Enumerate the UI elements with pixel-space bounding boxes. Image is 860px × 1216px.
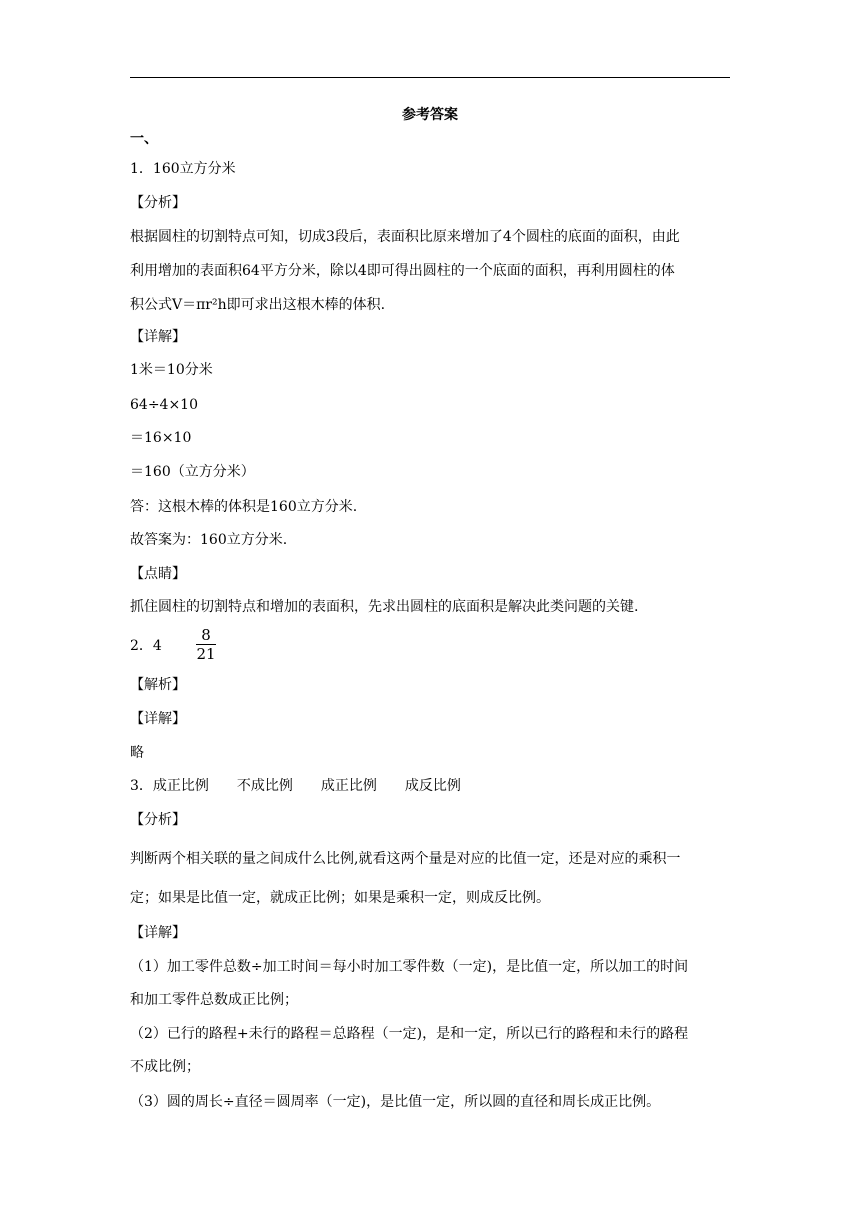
q1-answer: 1．160立方分米 [130,161,236,177]
q1-analysis-label: 【分析】 [130,195,186,211]
q1-detail-line-1: 1米＝10分米 [130,362,213,378]
q2-detail: 略 [130,745,144,761]
q3-detail-label: 【详解】 [130,925,186,941]
q3-detail-line-2: 和加工零件总数成正比例； [130,992,298,1008]
q1-detail-line-3: ＝16×10 [130,430,192,446]
q3-analysis-line-1: 判断两个相关联的量之间成什么比例,就看这两个量是对应的比值一定，还是对应的乘积一 [130,851,681,867]
q2-detail-label: 【详解】 [130,711,186,727]
q2-fraction-numerator: 8 [201,626,211,644]
q3-analysis-line-2: 定；如果是比值一定，就成正比例；如果是乘积一定，则成反比例。 [130,890,550,906]
q1-detail-label: 【详解】 [130,329,186,345]
q1-detail-line-6: 故答案为：160立方分米. [130,532,288,548]
q1-analysis-line-1: 根据圆柱的切割特点可知，切成3段后，表面积比原来增加了4个圆柱的底面的面积，由此 [130,229,680,245]
q3-detail-line-5: （3）圆的周长÷直径＝圆周率（一定)，是比值一定，所以圆的直径和周长成正比例。 [130,1094,661,1110]
q2-fraction-denominator: 21 [196,645,216,663]
q3-detail-line-3: （2）已行的路程+未行的路程＝总路程（一定)，是和一定，所以已行的路程和未行的路程 [130,1026,689,1042]
q1-detail-line-4: ＝160（立方分米） [130,464,255,480]
q1-comment: 抓住圆柱的切割特点和增加的表面积，先求出圆柱的底面积是解决此类问题的关键. [130,599,639,615]
header-rule [130,77,730,78]
q2-fraction [196,626,216,663]
q1-analysis-line-3: 积公式V＝πr²h即可求出这根木棒的体积. [130,297,386,313]
q3-analysis-label: 【分析】 [130,812,186,828]
page-title: 参考答案 [402,107,458,123]
q1-detail-line-5: 答：这根木棒的体积是160立方分米. [130,499,358,515]
q3-answer: 3．成正比例 不成比例 成正比例 成反比例 [130,778,461,794]
q2-analysis-label: 【解析】 [130,677,186,693]
q2-answer: 2．4 [130,638,162,654]
q1-comment-label: 【点睛】 [130,566,186,582]
q3-detail-line-1: （1）加工零件总数÷加工时间＝每小时加工零件数（一定)，是比值一定，所以加工的时间 [130,959,689,975]
q1-analysis-line-2: 利用增加的表面积64平方分米，除以4即可得出圆柱的一个底面的面积，再利用圆柱的体 [130,263,675,279]
section-heading: 一、 [130,131,158,147]
q1-detail-line-2: 64÷4×10 [130,397,198,413]
q3-detail-line-4: 不成比例； [130,1059,200,1075]
